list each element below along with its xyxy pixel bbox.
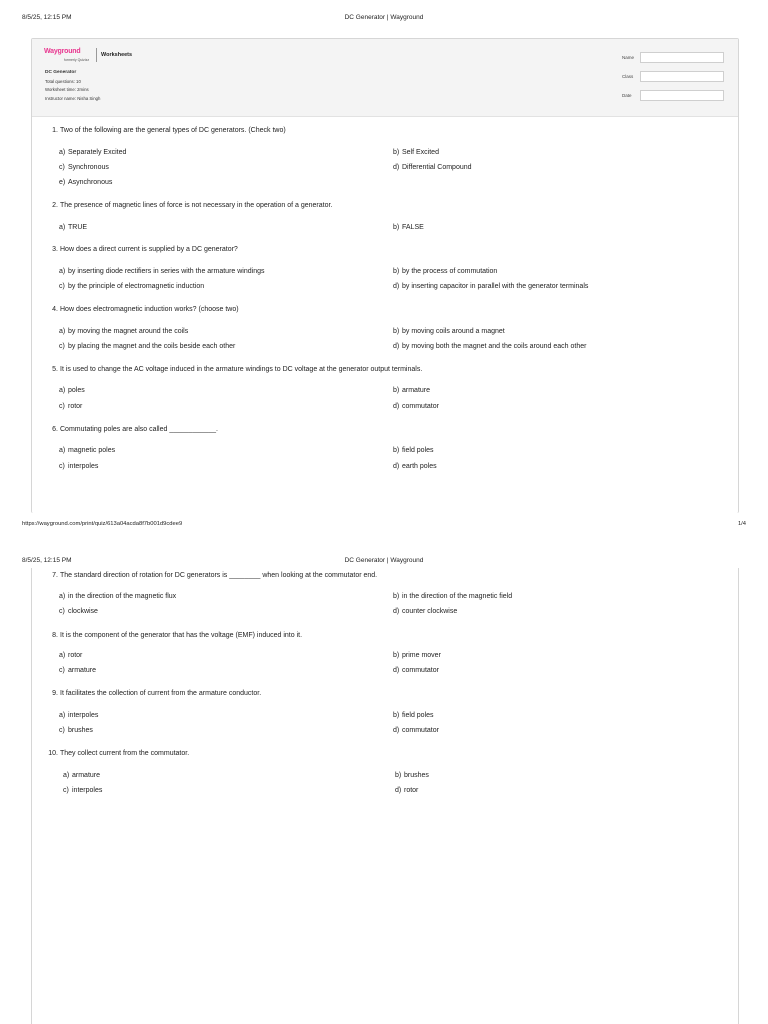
option-text: in the direction of the magnetic flux xyxy=(68,593,177,600)
question-number: 4. xyxy=(52,306,58,313)
worksheet-title: DC Generator xyxy=(45,70,77,75)
question-text: The presence of magnetic lines of force is not necessary in the operation of a generator. xyxy=(60,202,333,209)
name-field-box[interactable] xyxy=(640,52,724,63)
option-letter: b) xyxy=(393,593,400,600)
option-text: interpoles xyxy=(68,712,99,719)
worksheet-time: Worksheet time: 2mins xyxy=(45,87,89,93)
print-header-page-1 xyxy=(0,14,768,28)
question-number: 1. xyxy=(52,127,58,134)
option-letter: d) xyxy=(393,164,400,171)
question-3-option-d[interactable] xyxy=(393,283,588,290)
option-letter: d) xyxy=(393,343,400,350)
option-letter: b) xyxy=(393,268,400,275)
question-number: 6. xyxy=(52,426,58,433)
question-text: The standard direction of rotation for DC generators is ________ when looking at the commutator end. xyxy=(60,572,378,579)
question-number: 7. xyxy=(52,572,58,579)
question-number: 10. xyxy=(48,750,58,757)
total-questions: Total questions: 10 xyxy=(45,78,81,84)
question-4-option-c[interactable] xyxy=(59,343,235,350)
option-text: prime mover xyxy=(402,652,441,659)
question-number: 5. xyxy=(52,366,58,373)
option-letter: a) xyxy=(63,772,70,779)
option-letter: a) xyxy=(59,149,66,156)
option-text: TRUE xyxy=(68,224,88,231)
option-text: by placing the magnet and the coils beside each other xyxy=(68,343,236,350)
instructor-name: Instructor name: Nisha Singh xyxy=(45,95,101,101)
option-letter: a) xyxy=(59,328,66,335)
question-4-option-a[interactable] xyxy=(59,328,188,335)
option-letter: c) xyxy=(59,727,65,734)
question-6-option-b[interactable] xyxy=(393,447,434,454)
option-text: Asynchronous xyxy=(68,179,113,186)
option-text: rotor xyxy=(68,652,83,659)
option-text: by moving the magnet around the coils xyxy=(68,328,189,335)
question-number: 2. xyxy=(52,202,58,209)
option-letter: a) xyxy=(59,593,66,600)
question-5-option-b[interactable] xyxy=(393,387,430,394)
option-text: armature xyxy=(68,667,97,674)
option-text: brushes xyxy=(404,772,429,779)
print-date: 8/5/25, 12:15 PM xyxy=(22,557,72,564)
class-field-label: Class xyxy=(622,74,634,79)
option-letter: d) xyxy=(395,787,402,794)
question-5-option-c[interactable] xyxy=(59,403,82,410)
option-text: counter clockwise xyxy=(402,608,458,615)
option-letter: b) xyxy=(393,652,400,659)
option-text: armature xyxy=(72,772,101,779)
class-field xyxy=(620,71,730,83)
option-letter: b) xyxy=(393,224,400,231)
option-text: commutator xyxy=(402,667,439,674)
question-3-option-a[interactable] xyxy=(59,268,264,275)
option-text: Separately Excited xyxy=(68,149,127,156)
date-field-label: Date xyxy=(622,93,632,98)
option-letter: d) xyxy=(393,283,400,290)
option-text: magnetic poles xyxy=(68,447,116,454)
option-letter: e) xyxy=(59,179,66,186)
option-text: rotor xyxy=(68,403,83,410)
option-letter: c) xyxy=(59,403,65,410)
logo-divider xyxy=(96,48,97,62)
option-text: by the principle of electromagnetic induction xyxy=(68,283,205,290)
option-text: earth poles xyxy=(402,463,437,470)
option-letter: b) xyxy=(393,712,400,719)
print-url: https://wayground.com/print/quiz/613a04acda8f7b001d9cdee9 xyxy=(22,521,183,527)
option-text: by moving coils around a magnet xyxy=(402,328,505,335)
option-letter: c) xyxy=(59,164,65,171)
logo-subtitle: formerly Quizizz xyxy=(64,58,90,62)
question-1-option-b[interactable] xyxy=(393,149,439,156)
option-letter: a) xyxy=(59,387,66,394)
question-text: It is the component of the generator that has the voltage (EMF) induced into it. xyxy=(60,632,303,639)
worksheets-label: Worksheets xyxy=(101,52,133,58)
question-3-option-c[interactable] xyxy=(59,283,204,290)
print-title: DC Generator | Wayground xyxy=(344,557,424,564)
worksheet-frame-page-2 xyxy=(31,568,739,1024)
option-text: field poles xyxy=(402,712,434,719)
question-1-option-a[interactable] xyxy=(59,149,126,156)
question-6-option-c[interactable] xyxy=(59,463,98,470)
option-letter: d) xyxy=(393,403,400,410)
page-number: 1/4 xyxy=(737,521,746,527)
option-letter: c) xyxy=(59,667,65,674)
option-letter: c) xyxy=(59,608,65,615)
option-letter: a) xyxy=(59,447,66,454)
option-text: Differential Compound xyxy=(402,164,472,171)
question-1-option-e[interactable] xyxy=(59,179,112,186)
option-letter: c) xyxy=(59,463,65,470)
option-text: interpoles xyxy=(68,463,99,470)
date-field-box[interactable] xyxy=(640,90,724,101)
option-text: by moving both the magnet and the coils around each other xyxy=(402,343,587,350)
option-letter: d) xyxy=(393,608,400,615)
question-2-option-a[interactable] xyxy=(59,224,87,231)
option-text: in the direction of the magnetic field xyxy=(402,593,513,600)
option-letter: a) xyxy=(59,652,66,659)
option-letter: d) xyxy=(393,667,400,674)
question-text: They collect current from the commutator. xyxy=(60,750,190,757)
option-text: poles xyxy=(68,387,85,394)
print-title: DC Generator | Wayground xyxy=(344,14,424,21)
question-text: How does a direct current is supplied by a DC generator? xyxy=(60,246,238,253)
option-text: armature xyxy=(402,387,431,394)
option-text: field poles xyxy=(402,447,434,454)
option-text: commutator xyxy=(402,727,439,734)
question-5-option-a[interactable] xyxy=(59,387,85,394)
option-text: by the process of commutation xyxy=(402,268,498,275)
option-letter: a) xyxy=(59,268,66,275)
option-text: FALSE xyxy=(402,224,424,231)
question-text: How does electromagnetic induction works? (choose two) xyxy=(60,306,239,313)
option-letter: b) xyxy=(393,328,400,335)
wayground-logo xyxy=(44,48,96,64)
option-letter: d) xyxy=(393,463,400,470)
option-text: brushes xyxy=(68,727,93,734)
question-number: 8. xyxy=(52,632,58,639)
question-2-option-b[interactable] xyxy=(393,224,424,231)
worksheet-meta xyxy=(45,69,100,103)
option-letter: b) xyxy=(393,387,400,394)
option-letter: b) xyxy=(393,447,400,454)
question-number: 3. xyxy=(52,246,58,253)
print-date: 8/5/25, 12:15 PM xyxy=(22,14,72,21)
question-text: It is used to change the AC voltage induced in the armature windings to DC voltage at the generator output terminals. xyxy=(60,366,423,373)
logo-text: Wayground xyxy=(44,48,81,55)
option-text: clockwise xyxy=(68,608,98,615)
option-text: Synchronous xyxy=(68,164,109,171)
option-letter: b) xyxy=(393,149,400,156)
class-field-box[interactable] xyxy=(640,71,724,82)
option-letter: c) xyxy=(59,283,65,290)
question-1-option-d[interactable] xyxy=(393,164,472,171)
question-text: It facilitates the collection of current from the armature conductor. xyxy=(60,690,262,697)
question-3-option-b[interactable] xyxy=(393,268,497,275)
question-6-option-d[interactable] xyxy=(393,463,437,470)
option-text: by inserting capacitor in parallel with the generator terminals xyxy=(402,283,589,290)
question-5-option-d[interactable] xyxy=(393,403,439,410)
question-text: Two of the following are the general types of DC generators. (Check two) xyxy=(60,127,286,134)
worksheet-header xyxy=(32,39,738,117)
date-field xyxy=(620,90,730,102)
option-letter: d) xyxy=(393,727,400,734)
name-field-label: Name xyxy=(622,55,635,60)
option-letter: c) xyxy=(63,787,69,794)
option-text: Self Excited xyxy=(402,149,439,156)
option-text: rotor xyxy=(404,787,419,794)
option-text: interpoles xyxy=(72,787,103,794)
question-4-option-d[interactable] xyxy=(393,343,586,350)
option-text: by inserting diode rectifiers in series with the armature windings xyxy=(68,268,265,275)
option-letter: b) xyxy=(395,772,402,779)
question-number: 9. xyxy=(52,690,58,697)
option-letter: a) xyxy=(59,712,66,719)
question-1-option-c[interactable] xyxy=(59,164,109,171)
option-letter: c) xyxy=(59,343,65,350)
question-4-option-b[interactable] xyxy=(393,328,505,335)
option-text: commutator xyxy=(402,403,439,410)
name-field xyxy=(620,52,730,64)
option-letter: a) xyxy=(59,224,66,231)
question-6-option-a[interactable] xyxy=(59,447,115,454)
question-text: Commutating poles are also called ____________. xyxy=(60,426,218,433)
